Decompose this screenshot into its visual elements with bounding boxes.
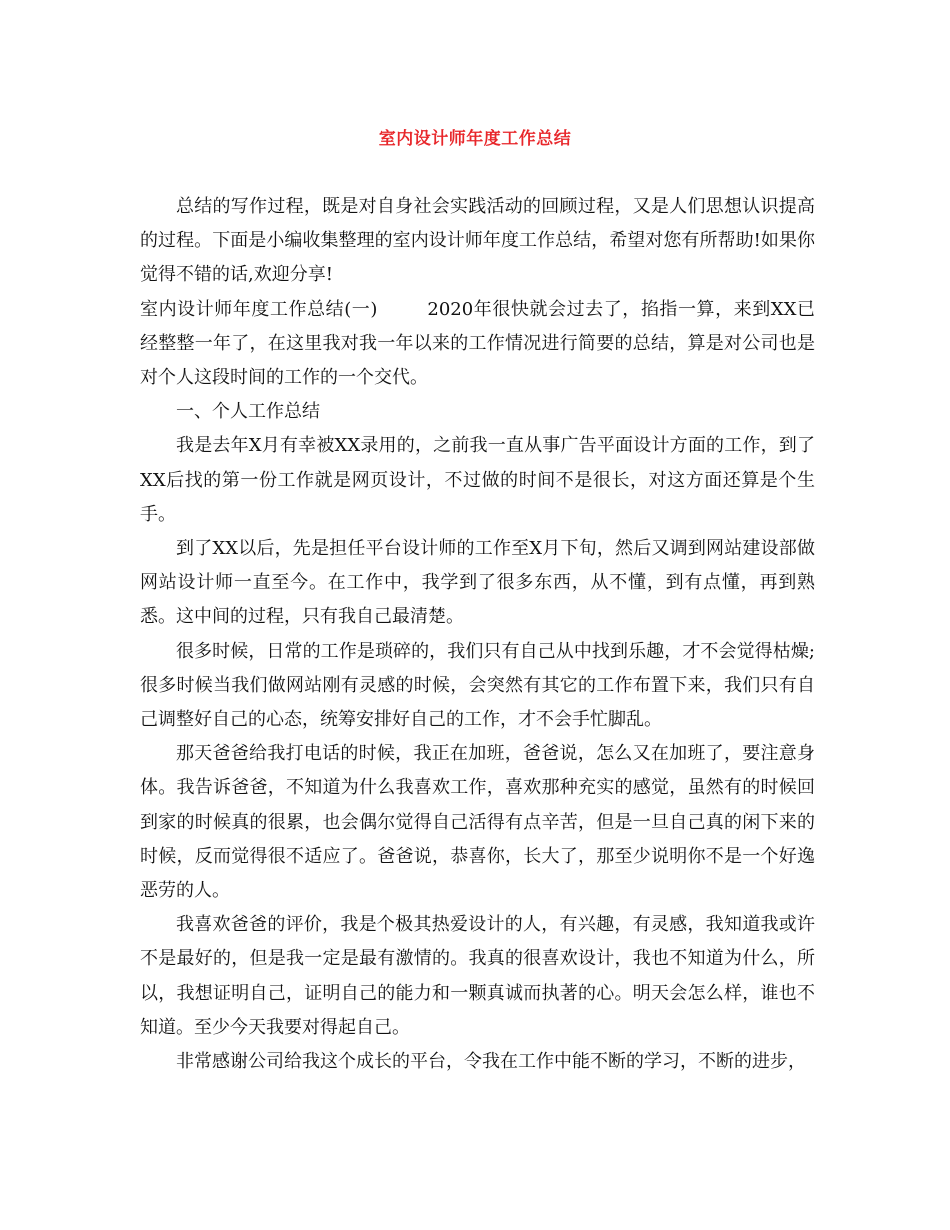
part-one-paragraph [140, 293, 815, 396]
document-title: 室内设计师年度工作总结 [378, 129, 572, 149]
body-paragraph: 很多时候，日常的工作是琐碎的，我们只有自己从中找到乐趣，才不会觉得枯燥;很多时候当我们做网站刚有灵感的时候，会突然有其它的工作布置下来，我们只有自己调整好自己的心态，统筹安排好自己的工作，才不会手忙脚乱。 [140, 640, 815, 731]
body-paragraph: 非常感谢公司给我这个成长的平台，令我在工作中能不断的学习，不断的进步， [176, 1051, 806, 1073]
body-paragraph: 那天爸爸给我打电话的时候，我正在加班，爸爸说，怎么又在加班了，要注意身体。我告诉爸爸，不知道为什么我喜欢工作，喜欢那种充实的感觉，虽然有的时候回到家的时候真的很累，也会偶尔觉得自己活得有点辛苦，但是一旦自己真的闲下来的时候，反而觉得很不适应了。爸爸说，恭喜你，长大了，那至少说明你不是一个好逸恶劳的人。 [140, 743, 815, 902]
part-label: 室内设计师年度工作总结(一) [140, 298, 378, 320]
section-heading: 一、个人工作总结 [176, 401, 320, 423]
body-paragraph: 到了XX以后，先是担任平台设计师的工作至X月下旬，然后又调到网站建设部做网站设计师一直至今。在工作中，我学到了很多东西，从不懂，到有点懂，再到熟悉。这中间的过程，只有我自己最清楚。 [140, 538, 815, 628]
part-text: 2020年很快就会过去了，掐指一算，来到XX已经整整一年了，在这里我对我一年以来的工作情况进行简要的总结，算是对公司也是对个人这段时间的工作的一个交代。 [140, 298, 815, 389]
body-paragraph: 我是去年X月有幸被XX录用的，之前我一直从事广告平面设计方面的工作，到了XX后找的第一份工作就是网页设计，不过做的时间不是很长，对这方面还算是个生手。 [140, 435, 815, 525]
intro-paragraph: 总结的写作过程，既是对自身社会实践活动的回顾过程，又是人们思想认识提高的过程。下面是小编收集整理的室内设计师年度工作总结，希望对您有所帮助!如果你觉得不错的话,欢迎分享! [140, 196, 815, 286]
body-paragraph: 我喜欢爸爸的评价，我是个极其热爱设计的人，有兴趣，有灵感，我知道我或许不是最好的，但是我一定是最有激情的。我真的很喜欢设计，我也不知道为什么，所以，我想证明自己，证明自己的能力和一颗真诚而执著的心。明天会怎么样，谁也不知道。至少今天我要对得起自己。 [140, 914, 815, 1038]
document-body [140, 190, 815, 1079]
